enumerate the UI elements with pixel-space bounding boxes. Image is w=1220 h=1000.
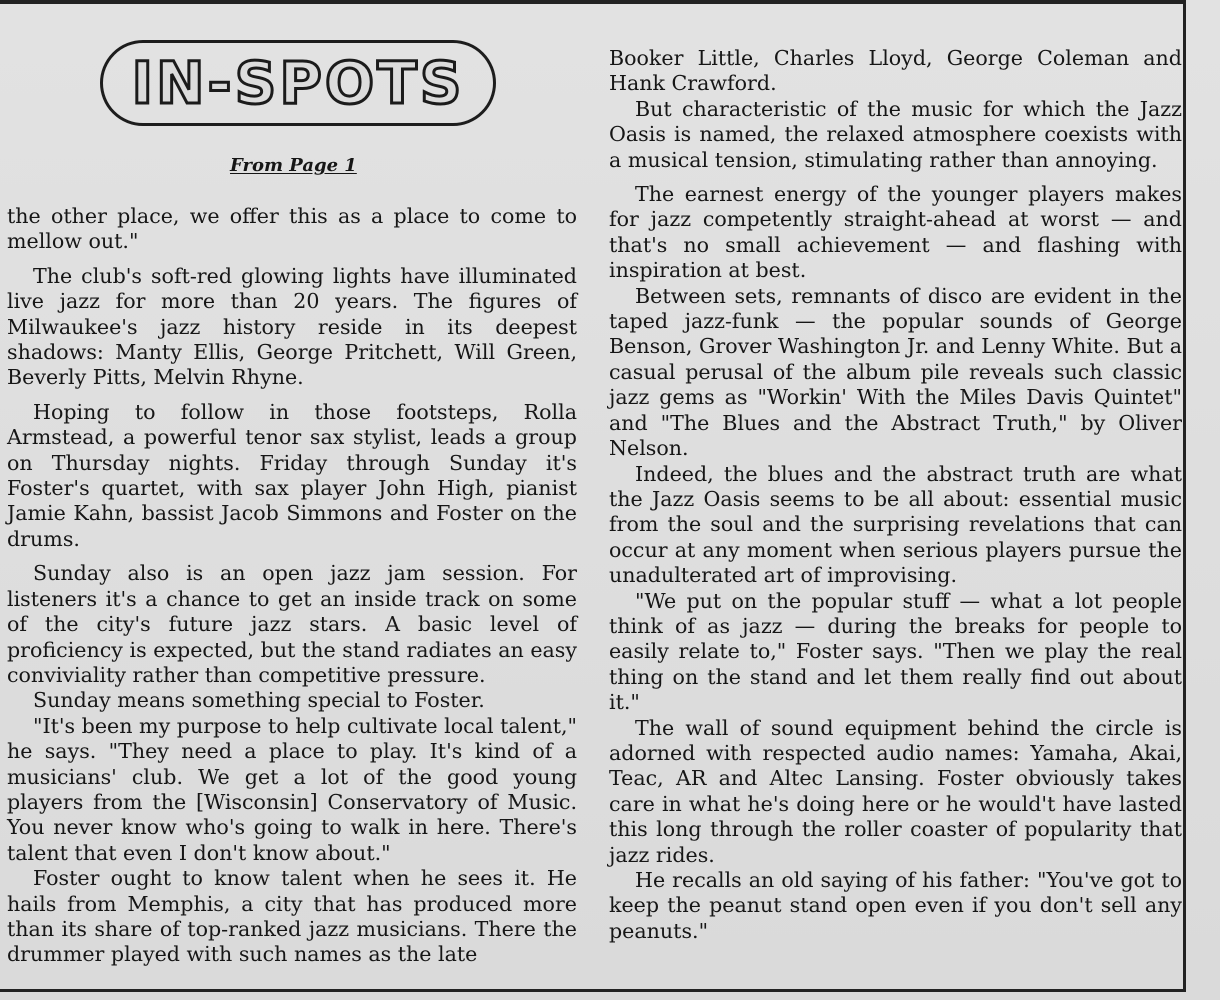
right-column xyxy=(609,46,1182,944)
paragraph: Foster ought to know talent when he sees it. He hails from Memphis, a city that has produced more than its share of top-ranked jazz musicians. There the drummer played with such names as the late xyxy=(7,866,577,967)
paragraph: The earnest energy of the younger players makes for jazz competently straight-ahead at worst — and that's no small achievement — and flashing with inspiration at best. xyxy=(609,182,1182,283)
top-border-rule xyxy=(0,0,1186,4)
paragraph: the other place, we offer this as a place to come to mellow out." xyxy=(7,204,577,254)
paragraph: But characteristic of the music for which the Jazz Oasis is named, the relaxed atmosphere coexists with a musical tension, stimulating rather than annoying. xyxy=(609,96,1182,172)
paragraph: "We put on the popular stuff — what a lot people think of as jazz — during the breaks for people to easily relate to," Foster says. "Then we play the real thing on the stand and let them really find out about it." xyxy=(609,588,1182,715)
masthead-title: IN-SPOTS xyxy=(131,49,465,117)
paragraph: Booker Little, Charles Lloyd, George Coleman and Hank Crawford. xyxy=(609,46,1182,96)
paragraph: Sunday means something special to Foster. xyxy=(33,688,485,713)
continuation-kicker: From Page 1 xyxy=(230,155,357,176)
paragraph: The wall of sound equipment behind the circle is adorned with respected audio names: Yamaha, Akai, Teac, AR and Altec Lansing. Foster obviously takes care in what he's doing here or he would't have lasted this long through the roller coaster of popularity that jazz rides. xyxy=(609,715,1182,867)
paragraph: Sunday also is an open jazz jam session. For listeners it's a chance to get an inside track on some of the city's future jazz stars. A basic level of proficiency is expected, but the stand radiates an easy conviviality rather than competitive pressure. xyxy=(7,561,577,687)
section-masthead xyxy=(100,40,496,126)
paragraph: The club's soft-red glowing lights have illuminated live jazz for more than 20 years. The figures of Milwaukee's jazz history reside in its deepest shadows: Manty Ellis, George Pritchett, Will Green, Beverly Pitts, Melvin Rhyne. xyxy=(7,263,577,390)
left-column xyxy=(7,204,577,968)
bottom-border-rule xyxy=(0,989,1186,992)
right-border-rule xyxy=(1183,0,1186,992)
paragraph: Between sets, remnants of disco are evident in the taped jazz-funk — the popular sounds of George Benson, Grover Washington Jr. and Lenny White. But a casual perusal of the album pile reveals such classic jazz gems as "Workin' With the Miles Davis Quintet" and "The Blues and the Abstract Truth," by Oliver Nelson. xyxy=(609,283,1182,461)
paragraph: He recalls an old saying of his father: "You've got to keep the peanut stand open even if you don't sell any peanuts." xyxy=(609,868,1182,943)
paragraph: Indeed, the blues and the abstract truth are what the Jazz Oasis seems to be all about: essential music from the soul and the surprising revelations that can occur at any moment when serious players pursue the unadulterated art of improvising. xyxy=(609,461,1182,588)
paragraph: Hoping to follow in those footsteps, Rolla Armstead, a powerful tenor sax stylist, leads a group on Thursday nights. Friday through Sunday it's Foster's quartet, with sax player John High, pianist Jamie Kahn, bassist Jacob Simmons and Foster on the drums. xyxy=(7,399,577,551)
paragraph: "It's been my purpose to help cultivate local talent," he says. "They need a place to play. It's kind of a musicians' club. We get a lot of the good young players from the [Wisconsin] Conservatory of Music. You never know who's going to walk in here. There's talent that even I don't know about." xyxy=(7,713,577,865)
